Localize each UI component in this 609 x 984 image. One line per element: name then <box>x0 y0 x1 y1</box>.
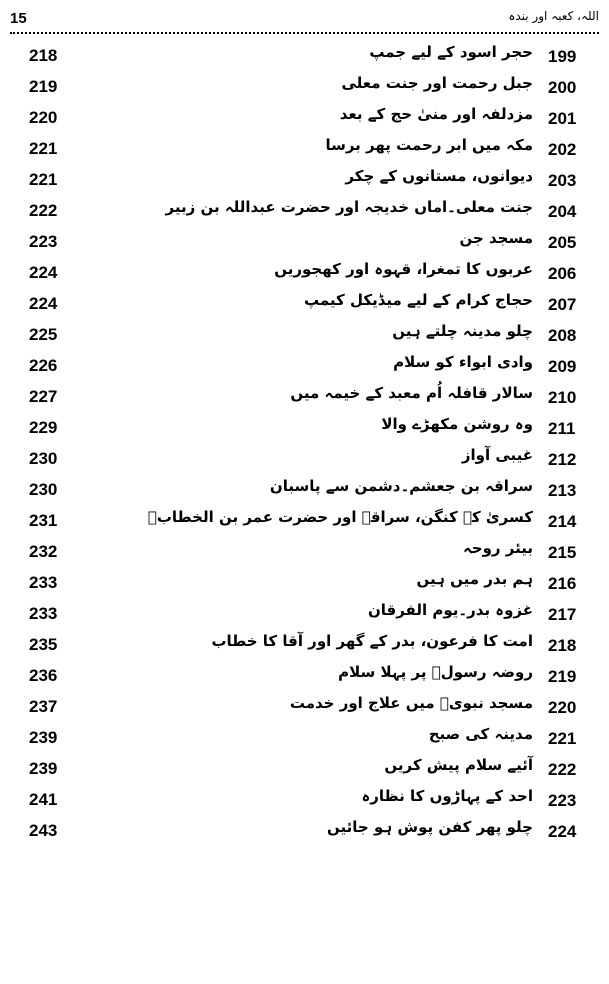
toc-page-number: 227 <box>29 387 58 406</box>
toc-entry-number: 207 <box>548 295 577 314</box>
toc-entry-number: 214 <box>548 512 577 531</box>
toc-page-number: 223 <box>29 232 58 251</box>
toc-page-number: 239 <box>29 759 58 778</box>
toc-page-number: 237 <box>29 697 58 716</box>
toc-entry-title: مسجد نبویؐ میں علاج اور خدمت <box>289 694 533 712</box>
toc-entry-number: 213 <box>548 481 577 500</box>
page-number: 15 <box>10 10 27 27</box>
toc-entry-number: 212 <box>548 450 577 469</box>
toc-entry-title: احد کے پہاڑوں کا نظارہ <box>361 787 533 805</box>
toc-row <box>0 598 609 629</box>
toc-entry-title: سراقہ بن جعشم۔دشمن سے پاسبان <box>269 477 533 495</box>
toc-entry-number: 202 <box>548 140 577 159</box>
toc-entry-title: عربوں کا تمغرا، قہوہ اور کھجوریں <box>274 260 533 278</box>
toc-entry-number: 206 <box>548 264 577 283</box>
toc-page-number: 226 <box>29 356 58 375</box>
toc-entry-title: حجر اسود کے لیے جمپ <box>369 43 533 61</box>
toc-page-number: 221 <box>29 170 58 189</box>
toc-entry-title: وادی ابواء کو سلام <box>393 353 533 371</box>
page-header <box>10 8 599 34</box>
toc-entry-title: آئیے سلام پیش کریں <box>384 756 533 774</box>
toc-row <box>0 505 609 536</box>
toc-entry-title: وہ روشن مکھڑے والا <box>381 415 533 433</box>
toc-entry-number: 209 <box>548 357 577 376</box>
toc-page-number: 219 <box>29 77 58 96</box>
toc-row <box>0 102 609 133</box>
toc-row <box>0 536 609 567</box>
toc-entry-title: چلو مدینہ چلتے ہیں <box>392 322 533 340</box>
toc-row <box>0 257 609 288</box>
toc-entry-number: 223 <box>548 791 577 810</box>
toc-row <box>0 567 609 598</box>
toc-page-number: 218 <box>29 46 58 65</box>
toc-row <box>0 40 609 71</box>
toc-page-number: 231 <box>29 511 58 530</box>
toc-page-number: 243 <box>29 821 58 840</box>
toc-entry-title: جبل رحمت اور جنت معلی <box>341 74 533 92</box>
toc-page-number: 224 <box>29 294 58 313</box>
toc-entry-number: 224 <box>548 822 577 841</box>
toc-row <box>0 784 609 815</box>
toc-row <box>0 753 609 784</box>
toc-entry-number: 208 <box>548 326 577 345</box>
toc-entry-number: 203 <box>548 171 577 190</box>
toc-entry-title: جنت معلی۔اماں خدیجہ اور حضرت عبداللہ بن زبیر <box>165 198 533 216</box>
toc-entry-number: 216 <box>548 574 577 593</box>
toc-entry-title: سالار قافلہ اُم معبد کے خیمہ میں <box>290 384 533 402</box>
toc-entry-number: 222 <box>548 760 577 779</box>
toc-row <box>0 629 609 660</box>
toc-row <box>0 71 609 102</box>
toc-page-number: 222 <box>29 201 58 220</box>
toc-entry-number: 200 <box>548 78 577 97</box>
toc-row <box>0 815 609 846</box>
toc-page-number: 229 <box>29 418 58 437</box>
toc-entry-number: 220 <box>548 698 577 717</box>
toc-row <box>0 164 609 195</box>
toc-page-number: 230 <box>29 480 58 499</box>
toc-entry-number: 217 <box>548 605 577 624</box>
toc-entry-title: حجاج کرام کے لیے میڈیکل کیمپ <box>303 291 533 309</box>
toc-entry-number: 201 <box>548 109 577 128</box>
toc-entry-number: 219 <box>548 667 577 686</box>
toc-entry-title: مدینہ کی صبح <box>428 725 533 743</box>
toc-page-number: 230 <box>29 449 58 468</box>
toc-row <box>0 381 609 412</box>
toc-entry-number: 215 <box>548 543 577 562</box>
toc-entry-title: کسریٰ کے کنگن، سراقہ اور حضرت عمر بن الخطابؓ <box>147 508 533 526</box>
toc-entry-number: 218 <box>548 636 577 655</box>
table-of-contents <box>0 40 609 846</box>
toc-entry-title: چلو پھر کفن پوش ہو جائیں <box>327 818 533 836</box>
toc-page-number: 232 <box>29 542 58 561</box>
toc-entry-title: بیئر روحہ <box>463 539 533 557</box>
toc-entry-number: 205 <box>548 233 577 252</box>
toc-entry-title: غیبی آواز <box>461 446 533 464</box>
toc-entry-number: 211 <box>548 419 576 438</box>
toc-entry-title: روضہ رسولؐ پر پہلا سلام <box>338 663 533 681</box>
toc-row <box>0 474 609 505</box>
toc-entry-title: دیوانوں، مستانوں کے چکر <box>345 167 533 185</box>
toc-row <box>0 412 609 443</box>
toc-row <box>0 350 609 381</box>
toc-page-number: 233 <box>29 573 58 592</box>
toc-row <box>0 195 609 226</box>
toc-row <box>0 691 609 722</box>
toc-row <box>0 660 609 691</box>
toc-entry-number: 199 <box>548 47 577 66</box>
toc-row <box>0 722 609 753</box>
toc-page-number: 236 <box>29 666 58 685</box>
toc-entry-number: 210 <box>548 388 577 407</box>
toc-page-number: 225 <box>29 325 58 344</box>
toc-entry-number: 204 <box>548 202 577 221</box>
toc-row <box>0 226 609 257</box>
book-title: اللہ، کعبہ اور بندہ <box>508 9 599 23</box>
toc-entry-title: مزدلفہ اور منیٰ حج کے بعد <box>339 105 533 123</box>
toc-page-number: 239 <box>29 728 58 747</box>
toc-page-number: 235 <box>29 635 58 654</box>
toc-entry-title: مسجد جن <box>459 229 533 247</box>
toc-page-number: 233 <box>29 604 58 623</box>
toc-row <box>0 319 609 350</box>
toc-row <box>0 443 609 474</box>
toc-row <box>0 288 609 319</box>
toc-page-number: 221 <box>29 139 58 158</box>
toc-entry-number: 221 <box>548 729 577 748</box>
toc-entry-title: ہم بدر میں ہیں <box>416 570 533 588</box>
toc-page-number: 220 <box>29 108 58 127</box>
toc-page-number: 241 <box>29 790 58 809</box>
toc-row <box>0 133 609 164</box>
toc-page-number: 224 <box>29 263 58 282</box>
toc-entry-title: امت کا فرعون، بدر کے گھر اور آقا کا خطاب <box>211 632 533 650</box>
toc-entry-title: مکہ میں ابر رحمت پھر برسا <box>325 136 533 154</box>
toc-entry-title: غزوہ بدر۔یوم الفرقان <box>367 601 533 619</box>
